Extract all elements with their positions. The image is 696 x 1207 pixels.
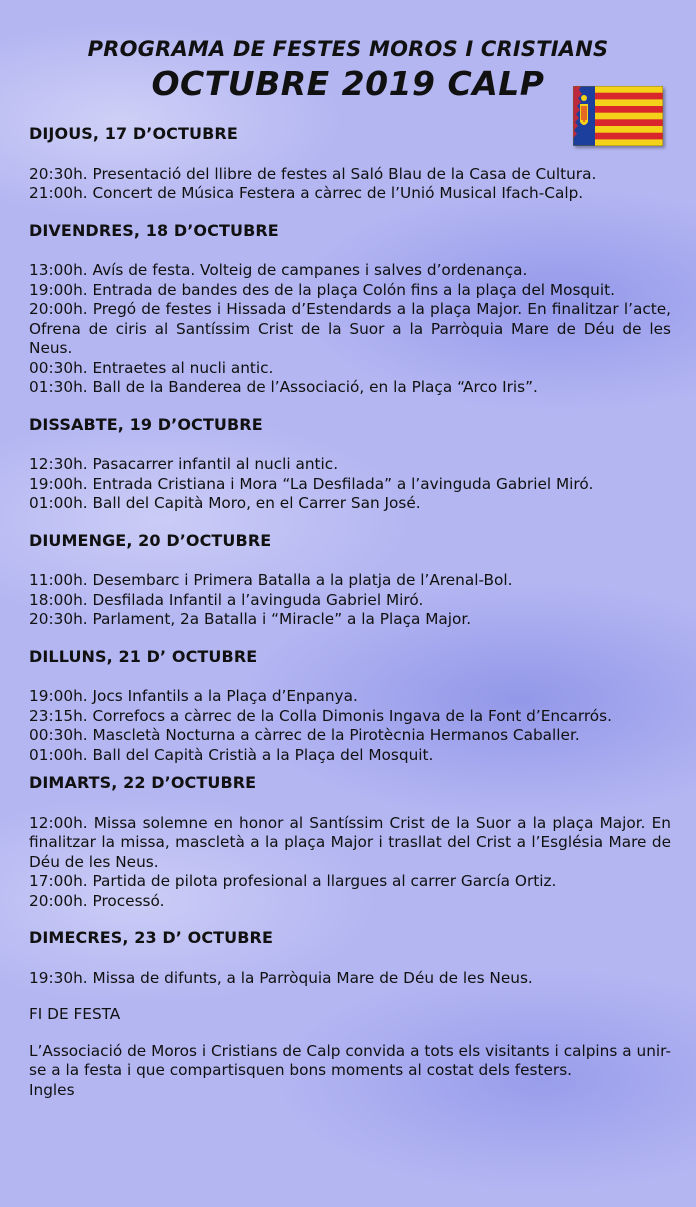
event-line: 00:30h. Entraetes al nucli antic. xyxy=(29,358,274,377)
day-heading: DIJOUS, 17 D’OCTUBRE xyxy=(29,124,238,143)
event-line: 13:00h. Avís de festa. Volteig de campanes i salves d’ordenança. xyxy=(29,261,528,279)
event-line: 17:00h. Partida de pilota profesional a llargues al carrer García Ortiz. xyxy=(29,872,557,890)
event-line: 23:15h. Correfocs a càrrec de la Colla Dimonis Ingava de la Font d’Encarrós. xyxy=(29,706,612,725)
event-line: 01:00h. Ball del Capità Moro, en el Carrer San José. xyxy=(29,494,421,512)
closing-text: FI DE FESTA xyxy=(29,1005,121,1023)
day-section xyxy=(29,773,671,928)
day-heading: DISSABTE, 19 D’OCTUBRE xyxy=(29,414,263,434)
event-line: 12:30h. Pasacarrer infantil al nucli antic. xyxy=(29,455,339,473)
event-line: 12:00h. Missa solemne en honor al Santíssim Crist de la Suor a la plaça Major. En finalitzar la missa, mascletà a la plaça Major i trasllat del Crist a l’Església Mare de Déu de les Neus. xyxy=(29,813,671,871)
event-line: 20:30h. Parlament, 2a Batalla i “Miracle” a la Plaça Major. xyxy=(29,610,472,628)
day-section xyxy=(29,415,671,531)
event-line: 19:00h. Entrada de bandes des de la plaça Colón fins a la plaça del Mosquit. xyxy=(29,280,615,299)
day-heading: DIMECRES, 23 D’ OCTUBRE xyxy=(29,928,274,947)
day-section xyxy=(29,928,671,1005)
event-line: 19:30h. Missa de difunts, a la Parròquia Mare de Déu de les Neus. xyxy=(29,968,533,987)
day-section xyxy=(29,221,671,415)
day-section xyxy=(29,124,671,221)
event-line: 20:30h. Presentació del llibre de festes al Saló Blau de la Casa de Cultura. xyxy=(29,164,597,183)
day-heading: DIVENDRES, 18 D’OCTUBRE xyxy=(29,220,279,240)
event-line: 21:00h. Concert de Música Festera a càrrec de l’Unió Musical Ifach-Calp. xyxy=(29,184,584,202)
day-heading: DILLUNS, 21 D’ OCTUBRE xyxy=(29,646,258,666)
program-title: PROGRAMA DE FESTES MOROS I CRISTIANS xyxy=(87,37,609,61)
footer-extra: Ingles xyxy=(29,1080,75,1099)
event-line: 11:00h. Desembarc i Primera Batalla a la platja de l’Arenal-Bol. xyxy=(29,571,513,589)
event-line: 01:00h. Ball del Capità Cristià a la Plaça del Mosquit. xyxy=(29,745,434,764)
event-line: 20:00h. Processó. xyxy=(29,891,165,910)
event-line: 01:30h. Ball de la Banderea de l’Associació, en la Plaça “Arco Iris”. xyxy=(29,378,538,396)
event-line: 19:00h. Jocs Infantils a la Plaça d’Enpanya. xyxy=(29,687,358,705)
event-line: 19:00h. Entrada Cristiana i Mora “La Desfilada” a l’avinguda Gabriel Miró. xyxy=(29,474,594,493)
footer-text: L’Associació de Moros i Cristians de Calp convida a tots els visitants i calpins a unir-se a la festa i que compartisquen bons moments al costat dels festers. xyxy=(29,1041,671,1079)
program-date-title: OCTUBRE 2019 CALP xyxy=(151,64,545,103)
program-content xyxy=(29,124,671,1100)
event-line: 20:00h. Pregó de festes i Hissada d’Estendards a la plaça Major. En finalitzar l’acte, Ofrena de ciris al Santíssim Crist de la Suor a la Parròquia Mare de Déu de les Neus. xyxy=(29,300,671,357)
day-section xyxy=(29,531,671,647)
event-line: 18:00h. Desfilada Infantil a l’avinguda Gabriel Miró. xyxy=(29,590,424,609)
day-heading: DIUMENGE, 20 D’OCTUBRE xyxy=(29,530,272,550)
event-line: 00:30h. Mascletà Nocturna a càrrec de la Pirotècnia Hermanos Caballer. xyxy=(29,726,580,744)
day-heading: DIMARTS, 22 D’OCTUBRE xyxy=(29,773,257,792)
day-section xyxy=(29,647,671,774)
